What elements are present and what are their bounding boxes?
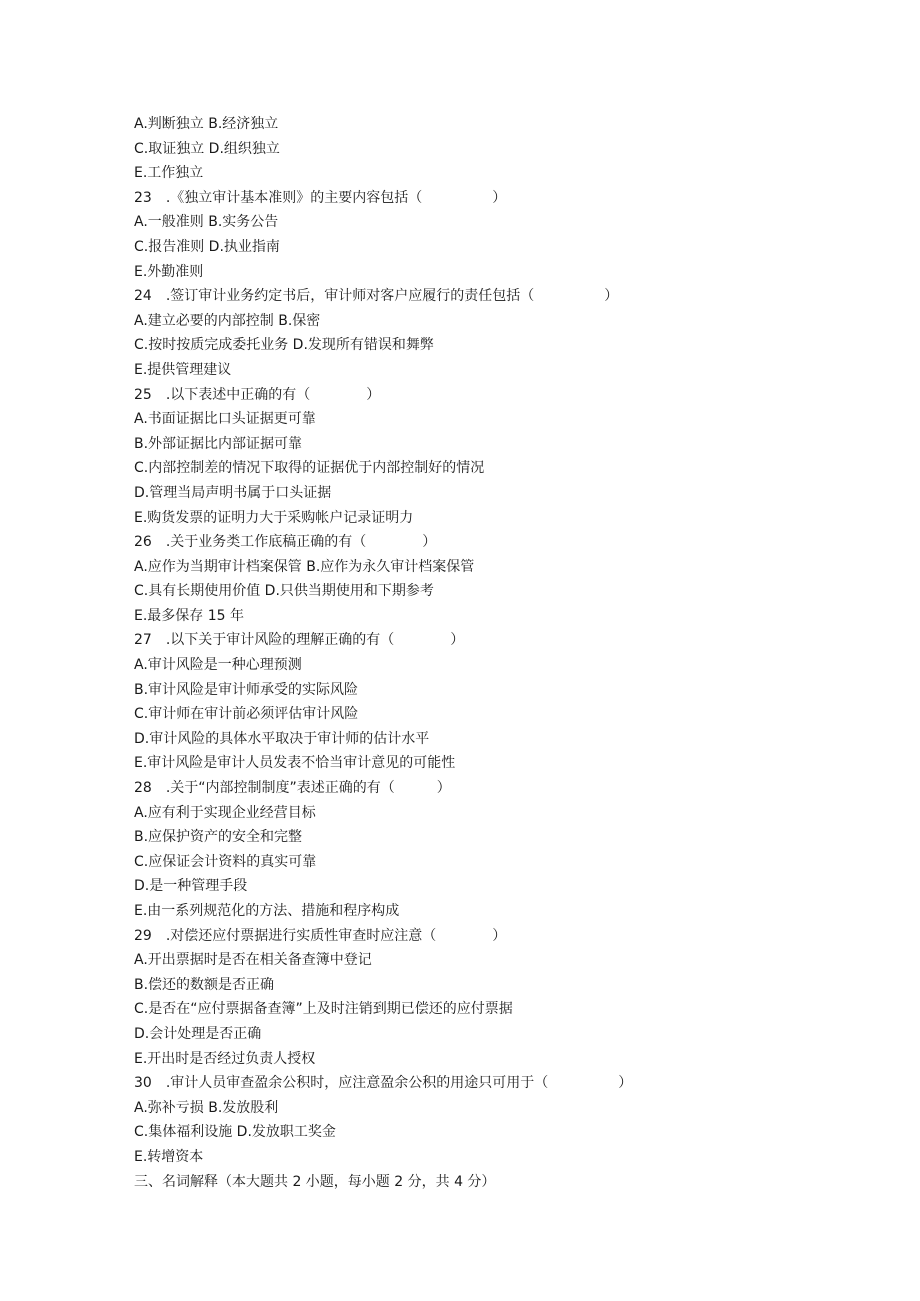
text-line: C.具有长期使用价值 D.只供当期使用和下期参考 xyxy=(134,583,434,600)
text-line: D.审计风险的具体水平取决于审计师的估计水平 xyxy=(134,730,430,747)
text-line: A.一般准则 B.实务公告 xyxy=(134,214,279,231)
text-line: A.开出票据时是否在相关备查簿中登记 xyxy=(134,952,372,969)
text-line: A.建立必要的内部控制 B.保密 xyxy=(134,312,321,329)
text-line: 25 .以下表述中正确的有（ ） xyxy=(134,386,381,403)
text-line: 三、名词解释（本大题共 2 小题，每小题 2 分，共 4 分） xyxy=(134,1173,496,1190)
text-line: C.是否在“应付票据备查簿”上及时注销到期已偿还的应付票据 xyxy=(134,1001,513,1018)
text-line: B.审计风险是审计师承受的实际风险 xyxy=(134,681,359,698)
text-line: E.最多保存 15 年 xyxy=(134,607,245,624)
text-line: E.提供管理建议 xyxy=(134,361,232,378)
text-line: E.外勤准则 xyxy=(134,263,204,280)
text-line: A.审计风险是一种心理预测 xyxy=(134,657,302,674)
text-line: C.集体福利设施 D.发放职工奖金 xyxy=(134,1124,336,1141)
text-line: C.按时按质完成委托业务 D.发现所有错误和舞弊 xyxy=(134,337,434,354)
text-line: 30 .审计人员审查盈余公积时，应注意盈余公积的用途只可用于（ ） xyxy=(134,1075,633,1092)
text-line: 26 .关于业务类工作底稿正确的有（ ） xyxy=(134,534,437,551)
text-line: E.由一系列规范化的方法、措施和程序构成 xyxy=(134,903,400,919)
text-line: E.开出时是否经过负责人授权 xyxy=(134,1050,316,1067)
text-line: A.应作为当期审计档案保管 B.应作为永久审计档案保管 xyxy=(134,558,475,575)
text-line: E.审计风险是审计人员发表不恰当审计意见的可能性 xyxy=(134,755,456,772)
text-line: 29 .对偿还应付票据进行实质性审查时应注意（ ） xyxy=(134,927,507,944)
text-line: D.会计处理是否正确 xyxy=(134,1025,262,1042)
question-list xyxy=(134,112,894,1194)
text-line: 23 .《独立审计基本准则》的主要内容包括（ ） xyxy=(134,189,507,206)
text-line: D.是一种管理手段 xyxy=(134,878,248,895)
text-line: C.取证独立 D.组织独立 xyxy=(134,140,280,157)
text-line: A.书面证据比口头证据更可靠 xyxy=(134,411,316,428)
text-line: A.应有利于实现企业经营目标 xyxy=(134,804,316,821)
text-line: D.管理当局声明书属于口头证据 xyxy=(134,484,332,501)
text-line: B.应保护资产的安全和完整 xyxy=(134,829,303,846)
text-line: E.购货发票的证明力大于采购帐户记录证明力 xyxy=(134,509,414,526)
text-line: E.工作独立 xyxy=(134,165,204,182)
text-line: B.外部证据比内部证据可靠 xyxy=(134,435,303,452)
text-line: C.内部控制差的情况下取得的证据优于内部控制好的情况 xyxy=(134,460,485,477)
text-line: C.应保证会计资料的真实可靠 xyxy=(134,853,317,870)
text-line: A.判断独立 B.经济独立 xyxy=(134,116,279,132)
text-line: C.报告准则 D.执业指南 xyxy=(134,238,280,255)
text-line: A.弥补亏损 B.发放股利 xyxy=(134,1099,279,1116)
text-line: E.转增资本 xyxy=(134,1148,204,1165)
text-line: 24 .签订审计业务约定书后，审计师对客户应履行的责任包括（ ） xyxy=(134,288,619,305)
text-line: 27 .以下关于审计风险的理解正确的有（ ） xyxy=(134,632,465,649)
text-line: C.审计师在审计前必须评估审计风险 xyxy=(134,706,359,723)
text-line: B.偿还的数额是否正确 xyxy=(134,976,275,993)
text-line: 28 .关于“内部控制制度”表述正确的有（ ） xyxy=(134,780,451,797)
